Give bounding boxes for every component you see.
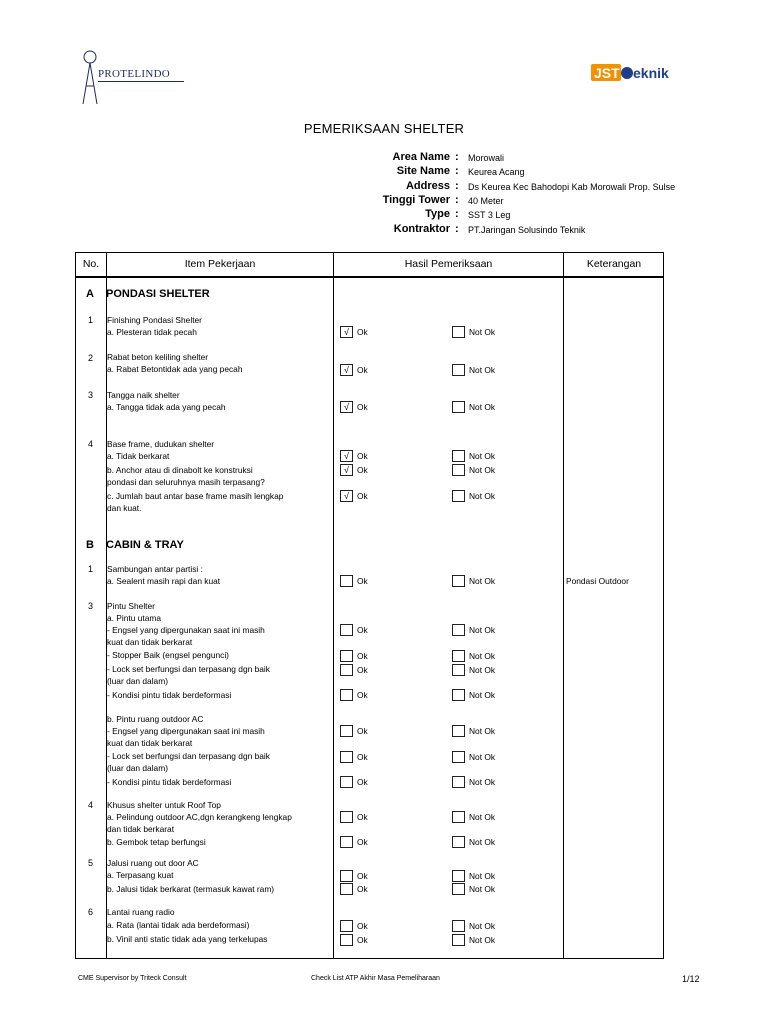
- ok-checkbox[interactable]: [340, 364, 353, 376]
- ok-label: Ok: [357, 921, 368, 931]
- header-hasil: Hasil Pemeriksaan: [404, 258, 493, 270]
- not-ok-checkbox[interactable]: [452, 464, 465, 476]
- ok-label: Ok: [357, 365, 368, 375]
- ok-checkbox[interactable]: [340, 689, 353, 701]
- not-ok-label: Not Ok: [469, 752, 496, 762]
- ok-label: Ok: [357, 812, 368, 822]
- ok-label: Ok: [357, 402, 368, 412]
- info-label: Site Name: [396, 165, 450, 177]
- item-number: 5: [88, 858, 94, 868]
- not-ok-checkbox[interactable]: [452, 811, 465, 823]
- item-text: Khusus shelter untuk Roof Top: [107, 800, 221, 810]
- ok-label: Ok: [357, 465, 368, 475]
- ok-label: Ok: [357, 871, 368, 881]
- ok-checkbox[interactable]: [340, 836, 353, 848]
- info-colon: :: [455, 194, 459, 206]
- ok-checkbox[interactable]: [340, 883, 353, 895]
- item-text: a. Tidak berkarat: [107, 451, 170, 461]
- ok-checkbox[interactable]: [340, 870, 353, 882]
- ok-checkbox[interactable]: [340, 751, 353, 763]
- item-number: 4: [88, 800, 94, 810]
- item-text: - Stopper Baik (engsel pengunci): [107, 650, 229, 660]
- item-text: Base frame, dudukan shelter: [107, 439, 215, 449]
- ok-checkbox[interactable]: [340, 450, 353, 462]
- section-letter: B: [86, 539, 94, 551]
- ok-checkbox[interactable]: [340, 664, 353, 676]
- item-text: (luar dan dalam): [107, 763, 168, 773]
- not-ok-checkbox[interactable]: [452, 751, 465, 763]
- item-text: Finishing Pondasi Shelter: [107, 315, 202, 325]
- not-ok-checkbox[interactable]: [452, 664, 465, 676]
- ok-label: Ok: [357, 726, 368, 736]
- info-value: Keurea Acang: [468, 167, 525, 177]
- not-ok-label: Not Ok: [469, 837, 496, 847]
- ok-label: Ok: [357, 491, 368, 501]
- not-ok-checkbox[interactable]: [452, 650, 465, 662]
- ok-label: Ok: [357, 576, 368, 586]
- item-number: 1: [88, 564, 94, 574]
- not-ok-checkbox[interactable]: [452, 490, 465, 502]
- ok-checkbox[interactable]: [340, 934, 353, 946]
- item-text: - Kondisi pintu tidak berdeformasi: [107, 777, 232, 787]
- check-mark: √: [344, 491, 349, 501]
- not-ok-label: Not Ok: [469, 777, 496, 787]
- not-ok-checkbox[interactable]: [452, 836, 465, 848]
- item-text: pondasi dan seluruhnya masih terpasang?: [107, 477, 265, 487]
- check-mark: √: [344, 327, 349, 337]
- item-text: a. Sealent masih rapi dan kuat: [107, 576, 221, 586]
- item-text: - Lock set berfungsi dan terpasang dgn baik: [107, 664, 270, 674]
- not-ok-checkbox[interactable]: [452, 689, 465, 701]
- item-text: b. Pintu ruang outdoor AC: [107, 714, 204, 724]
- item-text: - Engsel yang dipergunakan saat ini masih: [107, 625, 265, 635]
- item-text: Sambungan antar partisi :: [107, 564, 203, 574]
- header-item: Item Pekerjaan: [184, 258, 256, 270]
- not-ok-label: Not Ok: [469, 665, 496, 675]
- check-mark: √: [344, 451, 349, 461]
- info-value: SST 3 Leg: [468, 210, 511, 220]
- ok-label: Ok: [357, 690, 368, 700]
- item-text: a. Rabat Betontidak ada yang pecah: [107, 364, 243, 374]
- protelindo-logo-text: PROTELINDO: [98, 68, 171, 80]
- ok-checkbox[interactable]: [340, 464, 353, 476]
- not-ok-label: Not Ok: [469, 921, 496, 931]
- info-label: Address: [405, 180, 450, 192]
- item-text: a. Pintu utama: [107, 613, 162, 623]
- ok-checkbox[interactable]: [340, 575, 353, 587]
- not-ok-checkbox[interactable]: [452, 326, 465, 338]
- info-label: Tinggi Tower: [382, 194, 450, 206]
- item-text: dan tidak berkarat: [107, 824, 175, 834]
- not-ok-label: Not Ok: [469, 451, 496, 461]
- item-text: Pintu Shelter: [107, 601, 155, 611]
- not-ok-checkbox[interactable]: [452, 870, 465, 882]
- footer-center: Check List ATP Akhir Masa Pemeliharaan: [311, 975, 440, 982]
- ok-label: Ok: [357, 625, 368, 635]
- info-colon: :: [455, 180, 459, 192]
- not-ok-label: Not Ok: [469, 935, 496, 945]
- not-ok-checkbox[interactable]: [452, 883, 465, 895]
- item-text: - Engsel yang dipergunakan saat ini masih: [107, 726, 265, 736]
- info-label: Type: [425, 208, 450, 220]
- logo-jst-text: JST: [594, 65, 620, 81]
- item-text: a. Terpasang kuat: [107, 870, 174, 880]
- item-number: 4: [88, 439, 94, 449]
- ok-label: Ok: [357, 884, 368, 894]
- info-label: Kontraktor: [393, 223, 450, 235]
- ok-checkbox[interactable]: [340, 776, 353, 788]
- item-text: (luar dan dalam): [107, 676, 168, 686]
- not-ok-label: Not Ok: [469, 576, 496, 586]
- not-ok-checkbox[interactable]: [452, 725, 465, 737]
- not-ok-label: Not Ok: [469, 871, 496, 881]
- ok-checkbox[interactable]: [340, 624, 353, 636]
- ok-label: Ok: [357, 837, 368, 847]
- info-colon: :: [455, 223, 459, 235]
- item-text: b. Gembok tetap berfungsi: [107, 837, 206, 847]
- not-ok-checkbox[interactable]: [452, 624, 465, 636]
- header-no: No.: [82, 258, 100, 270]
- check-mark: √: [344, 402, 349, 412]
- check-mark: √: [344, 465, 349, 475]
- not-ok-label: Not Ok: [469, 651, 496, 661]
- keterangan-note: Pondasi Outdoor: [566, 576, 629, 586]
- item-number: 6: [88, 907, 94, 917]
- item-text: a. Pelindung outdoor AC,dgn kerangkeng lengkap: [107, 812, 292, 822]
- not-ok-label: Not Ok: [469, 365, 496, 375]
- item-number: 3: [88, 601, 94, 611]
- footer-left: CME Supervisor by Triteck Consult: [78, 975, 187, 982]
- ok-checkbox[interactable]: [340, 401, 353, 413]
- not-ok-label: Not Ok: [469, 625, 496, 635]
- item-text: a. Tangga tidak ada yang pecah: [107, 402, 226, 412]
- item-text: kuat dan tidak berkarat: [107, 637, 193, 647]
- not-ok-label: Not Ok: [469, 726, 496, 736]
- item-text: kuat dan tidak berkarat: [107, 738, 193, 748]
- item-text: Jalusi ruang out door AC: [107, 858, 199, 868]
- info-label: Area Name: [392, 151, 450, 163]
- not-ok-checkbox[interactable]: [452, 401, 465, 413]
- item-number: 2: [88, 353, 94, 363]
- ok-label: Ok: [357, 935, 368, 945]
- ok-checkbox[interactable]: [340, 920, 353, 932]
- item-text: a. Rata (lantai tidak ada berdeformasi): [107, 920, 250, 930]
- ok-checkbox[interactable]: [340, 650, 353, 662]
- not-ok-label: Not Ok: [469, 812, 496, 822]
- item-number: 3: [88, 390, 94, 400]
- item-text: Rabat beton keliling shelter: [107, 352, 209, 362]
- info-value: Ds Keurea Kec Bahodopi Kab Morowali Prop. Sulse: [468, 182, 676, 192]
- jsteknik-logo-icon: [591, 60, 681, 86]
- item-text: Lantai ruang radio: [107, 907, 175, 917]
- not-ok-label: Not Ok: [469, 491, 496, 501]
- not-ok-checkbox[interactable]: [452, 934, 465, 946]
- item-text: b. Vinil anti static tidak ada yang terkelupas: [107, 934, 268, 944]
- protelindo-logo: [78, 48, 188, 108]
- not-ok-checkbox[interactable]: [452, 575, 465, 587]
- not-ok-label: Not Ok: [469, 402, 496, 412]
- header-keterangan: Keterangan: [586, 258, 642, 270]
- jsteknik-logo: [591, 60, 681, 84]
- section-title: CABIN & TRAY: [106, 539, 184, 551]
- ok-label: Ok: [357, 651, 368, 661]
- item-text: b. Anchor atau di dinabolt ke konstruksi: [107, 465, 253, 475]
- item-text: b. Jalusi tidak berkarat (termasuk kawat ram): [107, 884, 275, 894]
- check-mark: √: [344, 365, 349, 375]
- item-text: c. Jumlah baut antar base frame masih lengkap: [107, 491, 284, 501]
- info-value: 40 Meter: [468, 196, 504, 206]
- not-ok-checkbox[interactable]: [452, 920, 465, 932]
- ok-label: Ok: [357, 327, 368, 337]
- ok-label: Ok: [357, 752, 368, 762]
- ok-checkbox[interactable]: [340, 326, 353, 338]
- logo-eknik-text: eknik: [633, 65, 669, 81]
- info-colon: :: [455, 165, 459, 177]
- not-ok-label: Not Ok: [469, 465, 496, 475]
- item-text: Tangga naik shelter: [107, 390, 180, 400]
- item-text: - Lock set berfungsi dan terpasang dgn baik: [107, 751, 270, 761]
- item-text: - Kondisi pintu tidak berdeformasi: [107, 690, 232, 700]
- page-title: PEMERIKSAAN SHELTER: [303, 121, 465, 136]
- not-ok-checkbox[interactable]: [452, 450, 465, 462]
- ok-checkbox[interactable]: [340, 490, 353, 502]
- item-text: a. Plesteran tidak pecah: [107, 327, 197, 337]
- not-ok-label: Not Ok: [469, 690, 496, 700]
- info-value: PT.Jaringan Solusindo Teknik: [468, 225, 586, 235]
- ok-checkbox[interactable]: [340, 811, 353, 823]
- ok-checkbox[interactable]: [340, 725, 353, 737]
- info-colon: :: [455, 208, 459, 220]
- not-ok-checkbox[interactable]: [452, 364, 465, 376]
- not-ok-label: Not Ok: [469, 327, 496, 337]
- info-value: Morowali: [468, 153, 505, 163]
- not-ok-checkbox[interactable]: [452, 776, 465, 788]
- not-ok-label: Not Ok: [469, 884, 496, 894]
- section-letter: A: [86, 288, 94, 300]
- item-text: dan kuat.: [107, 503, 142, 513]
- info-colon: :: [455, 151, 459, 163]
- ok-label: Ok: [357, 665, 368, 675]
- ok-label: Ok: [357, 777, 368, 787]
- item-number: 1: [88, 315, 94, 325]
- section-title: PONDASI SHELTER: [106, 288, 210, 300]
- page-number: 1/12: [682, 974, 700, 984]
- ok-label: Ok: [357, 451, 368, 461]
